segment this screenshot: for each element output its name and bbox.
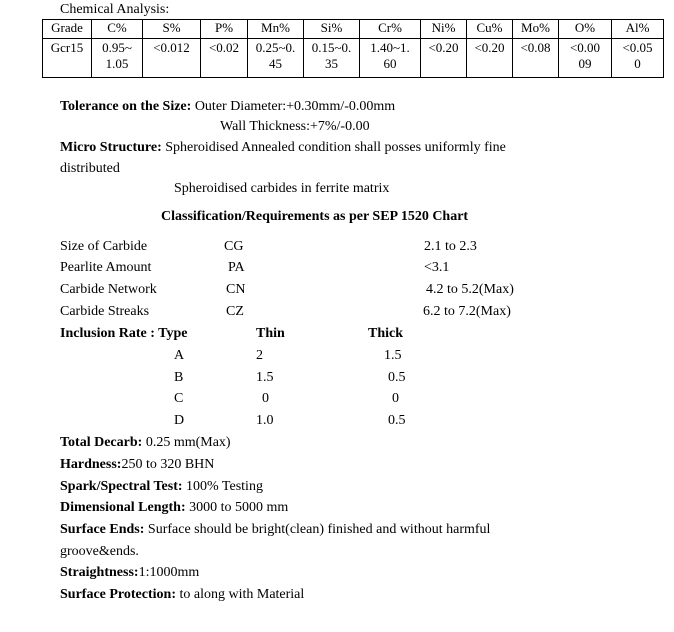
table-header-cell: C% bbox=[92, 20, 143, 39]
inclusion-type: B bbox=[174, 370, 184, 385]
thick-header-text: Thick bbox=[368, 326, 404, 341]
surface-ends-value-2: groove&ends. bbox=[60, 544, 139, 559]
cell-line: 0.15~0. bbox=[311, 40, 352, 55]
inclusion-thin: 2 bbox=[256, 348, 263, 363]
table-header-cell: Al% bbox=[612, 20, 664, 39]
table-cell bbox=[92, 39, 143, 78]
outer-diameter-text: Outer Diameter:+0.30mm/-0.00mm bbox=[191, 99, 396, 114]
inclusion-rate-label-text: Inclusion Rate : Type bbox=[60, 326, 188, 341]
classification-value: <3.1 bbox=[424, 260, 450, 275]
table-header-cell: O% bbox=[559, 20, 612, 39]
straightness-label: Straightness: bbox=[60, 565, 139, 580]
cell-line: <0.08 bbox=[520, 40, 551, 55]
surface-protection-label: Surface Protection: bbox=[60, 587, 176, 602]
straightness-value: 1:1000mm bbox=[138, 565, 200, 580]
cell-line-2: 60 bbox=[383, 56, 397, 71]
chemical-analysis-table bbox=[42, 19, 664, 78]
classification-code: CG bbox=[224, 239, 244, 254]
classification-name: Carbide Streaks bbox=[60, 304, 150, 319]
table-header-cell: Mn% bbox=[248, 20, 304, 39]
table-cell bbox=[43, 39, 92, 78]
cell-line: <0.20 bbox=[474, 40, 505, 55]
cell-line: Gcr15 bbox=[50, 40, 84, 55]
classification-heading bbox=[161, 208, 468, 226]
dimensional-length-value: 3000 to 5000 mm bbox=[185, 500, 289, 515]
dimensional-length-label: Dimensional Length: bbox=[60, 500, 186, 515]
table-cell bbox=[421, 39, 467, 78]
tolerance-line bbox=[60, 98, 395, 116]
classification-value: 6.2 to 7.2(Max) bbox=[423, 304, 511, 319]
inclusion-thick: 0.5 bbox=[388, 413, 406, 428]
wall-thickness-text: Wall Thickness:+7%/-0.00 bbox=[220, 119, 370, 134]
thin-column-header bbox=[256, 325, 285, 343]
total-decarb-label: Total Decarb: bbox=[60, 435, 143, 450]
cell-line-2: 45 bbox=[269, 56, 282, 71]
inclusion-type: A bbox=[174, 348, 185, 363]
cell-line: 1.40~1. bbox=[370, 40, 410, 55]
cell-line: <0.012 bbox=[153, 40, 190, 55]
classification-value: 4.2 to 5.2(Max) bbox=[426, 282, 514, 297]
surface-ends-line bbox=[60, 521, 490, 539]
straightness-line bbox=[60, 564, 199, 582]
table-cell bbox=[248, 39, 304, 78]
hardness-line bbox=[60, 456, 214, 474]
hardness-value: 250 to 320 BHN bbox=[121, 457, 215, 472]
inclusion-thick: 0.5 bbox=[388, 370, 406, 385]
table-cell bbox=[360, 39, 421, 78]
table-cell bbox=[304, 39, 360, 78]
micro-structure-line bbox=[60, 139, 506, 157]
table-header-cell: Mo% bbox=[513, 20, 559, 39]
table-header-cell: Ni% bbox=[421, 20, 467, 39]
cell-line: <0.20 bbox=[428, 40, 459, 55]
thick-column-header bbox=[368, 325, 403, 343]
cell-line-2: 0 bbox=[634, 56, 641, 71]
cell-line-2: 09 bbox=[578, 56, 592, 71]
table-cell bbox=[612, 39, 664, 78]
micro-structure-text-3: Spheroidised carbides in ferrite matrix bbox=[174, 181, 390, 196]
classification-heading-text: Classification/Requirements as per SEP 1520 Chart bbox=[161, 209, 469, 224]
total-decarb-line bbox=[60, 434, 231, 452]
table-cell bbox=[143, 39, 201, 78]
classification-name: Size of Carbide bbox=[60, 239, 148, 254]
hardness-label: Hardness: bbox=[60, 457, 122, 472]
cell-line-2: 35 bbox=[325, 56, 338, 71]
spark-test-line bbox=[60, 478, 263, 496]
spark-test-value: 100% Testing bbox=[182, 479, 263, 494]
inclusion-rate-label bbox=[60, 325, 187, 343]
surface-ends-value: Surface should be bright(clean) finished and without harmful bbox=[144, 522, 491, 537]
spark-test-label: Spark/Spectral Test: bbox=[60, 479, 183, 494]
table-header-row bbox=[43, 20, 664, 39]
classification-name: Pearlite Amount bbox=[60, 260, 152, 275]
inclusion-thin: 1.5 bbox=[256, 370, 274, 385]
surface-protection-line bbox=[60, 586, 304, 604]
micro-structure-label: Micro Structure: bbox=[60, 140, 162, 155]
table-cell bbox=[467, 39, 513, 78]
classification-value: 2.1 to 2.3 bbox=[424, 239, 477, 254]
inclusion-thick: 0 bbox=[392, 391, 399, 406]
tolerance-label: Tolerance on the Size: bbox=[60, 99, 192, 114]
table-header-cell: Cr% bbox=[360, 20, 421, 39]
table-header-cell: Cu% bbox=[467, 20, 513, 39]
micro-structure-text: Spheroidised Annealed condition shall posses uniformly fine bbox=[161, 140, 506, 155]
inclusion-thin: 0 bbox=[262, 391, 269, 406]
thin-header-text: Thin bbox=[256, 326, 285, 341]
classification-name: Carbide Network bbox=[60, 282, 157, 297]
inclusion-type: D bbox=[174, 413, 185, 428]
classification-code: PA bbox=[228, 260, 245, 275]
table-cell bbox=[559, 39, 612, 78]
dimensional-length-line bbox=[60, 499, 288, 517]
surface-protection-value: to along with Material bbox=[175, 587, 305, 602]
table-header-cell: Si% bbox=[304, 20, 360, 39]
micro-structure-text-2: distributed bbox=[60, 161, 120, 176]
inclusion-type: C bbox=[174, 391, 184, 406]
inclusion-thin: 1.0 bbox=[256, 413, 274, 428]
cell-line: <0.02 bbox=[208, 40, 240, 55]
cell-line-2: 1.05 bbox=[105, 56, 129, 71]
table-header-cell: P% bbox=[201, 20, 248, 39]
table-header-cell: S% bbox=[143, 20, 201, 39]
table-cell bbox=[513, 39, 559, 78]
inclusion-thick: 1.5 bbox=[384, 348, 402, 363]
chemical-analysis-title: Chemical Analysis: bbox=[60, 2, 170, 17]
cell-line: <0.05 bbox=[622, 40, 653, 55]
classification-code: CN bbox=[226, 282, 246, 297]
cell-line: <0.00 bbox=[569, 40, 601, 55]
table-row bbox=[43, 39, 664, 78]
cell-line: 0.95~ bbox=[102, 40, 132, 55]
total-decarb-value: 0.25 mm(Max) bbox=[142, 435, 231, 450]
classification-code: CZ bbox=[226, 304, 244, 319]
cell-line: 0.25~0. bbox=[255, 40, 296, 55]
surface-ends-label: Surface Ends: bbox=[60, 522, 145, 537]
table-cell bbox=[201, 39, 248, 78]
table-header-cell: Grade bbox=[43, 20, 92, 39]
